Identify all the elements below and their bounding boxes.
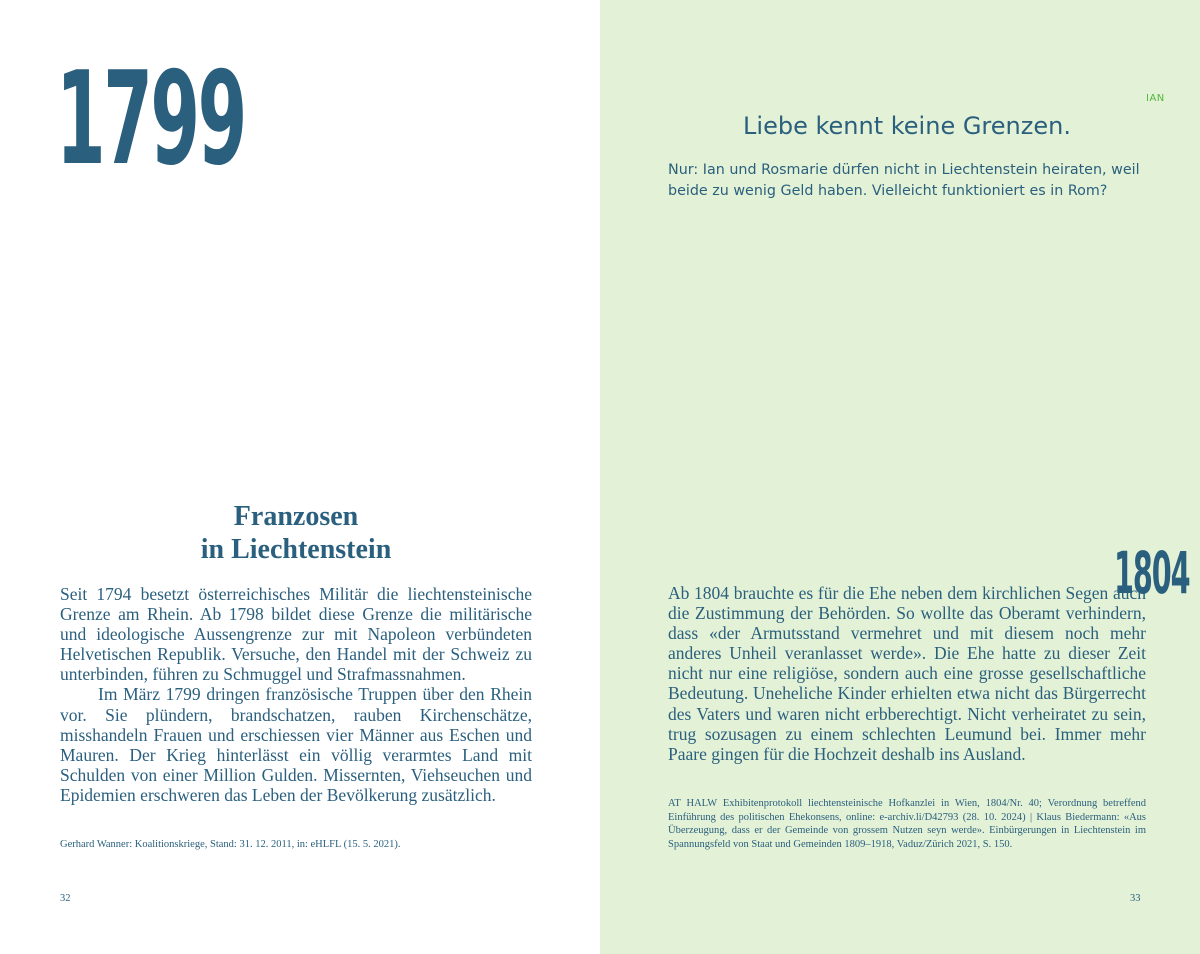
right-body-text: Ab 1804 brauchte es für die Ehe neben dem kirchlichen Segen auch die Zustimmung der Behörden. So wollte das Oberamt verhindern, dass «der Armutsstand vermehret und mit diesem noch mehr anderes Unheil veranlasset werde». Die Ehe hatte zu dieser Zeit nicht nur eine religiöse, sondern auch eine grosse gesellschaftliche Bedeutung. Uneheliche Kinder erhielten etwa nicht das Bürgerrecht des Vaters und waren nicht erbberechtigt. Nicht verheiratet zu sein, trug sozusagen zu einem schlechten Leumund bei. Immer mehr Paare gingen für die Hochzeit deshalb ins Ausland. bbox=[668, 583, 1146, 764]
left-body-text bbox=[60, 584, 532, 805]
quote-heading: Liebe kennt keine Grenzen. bbox=[743, 112, 1071, 140]
year-heading-1804: 1804 bbox=[1114, 539, 1190, 607]
section-heading bbox=[60, 500, 532, 566]
paragraph-1: Seit 1794 besetzt österreichisches Militär die liechtensteinische Grenze am Rhein. Ab 1798 bildet diese Grenze die militärische und ideologische Aussengrenze zur mit Napoleon verbündeten Helvetischen Republik. Versuche, den Handel mit der Schweiz zu unterbinden, führen zu Schmuggel und Strafmassnahmen. bbox=[60, 584, 532, 685]
name-tag: IAN bbox=[1146, 93, 1165, 104]
heading-line-2: in Liechtenstein bbox=[200, 534, 392, 565]
paragraph-2: Im März 1799 dringen französische Truppen über den Rhein vor. Sie plündern, brandschatzen, rauben Kirchenschätze, misshandeln Frauen und erschiessen vier Männer aus Eschen und Mauren. Der Krieg hinterlässt ein völlig verarmtes Land mit Schulden von einer Million Gulden. Missernten, Viehseuchen und Epidemien erschweren das Leben der Bevölkerung zusätzlich. bbox=[60, 684, 532, 805]
right-source-note: AT HALW Exhibitenprotokoll liechtensteinische Hofkanzlei in Wien, 1804/Nr. 40; Verordnung betreffend Einführung des politischen Ehekonsens, online: e-archiv.li/D42793 (28. 10. 2024) | Klaus Biedermann: «Aus Überzeugung, dass er der Gemeinde von grossem Nutzen seyn werde». Einbürgerungen in Liechtenstein im Spannungsfeld von Staat und Gemeinden 1809–1918, Vaduz/Zürich 2021, S. 150. bbox=[668, 798, 1146, 850]
page-number-right: 33 bbox=[1130, 893, 1141, 904]
year-heading-1799: 1799 bbox=[56, 45, 245, 194]
intro-text: Nur: Ian und Rosmarie dürfen nicht in Liechtenstein heiraten, weil beide zu wenig Geld haben. Vielleicht funktioniert es in Rom? bbox=[668, 162, 1140, 199]
page-number-left: 32 bbox=[60, 893, 71, 904]
right-page bbox=[600, 0, 1200, 954]
heading-line-1: Franzosen bbox=[233, 501, 359, 532]
left-source-note: Gerhard Wanner: Koalitionskriege, Stand: 31. 12. 2011, in: eHLFL (15. 5. 2021). bbox=[60, 839, 401, 850]
